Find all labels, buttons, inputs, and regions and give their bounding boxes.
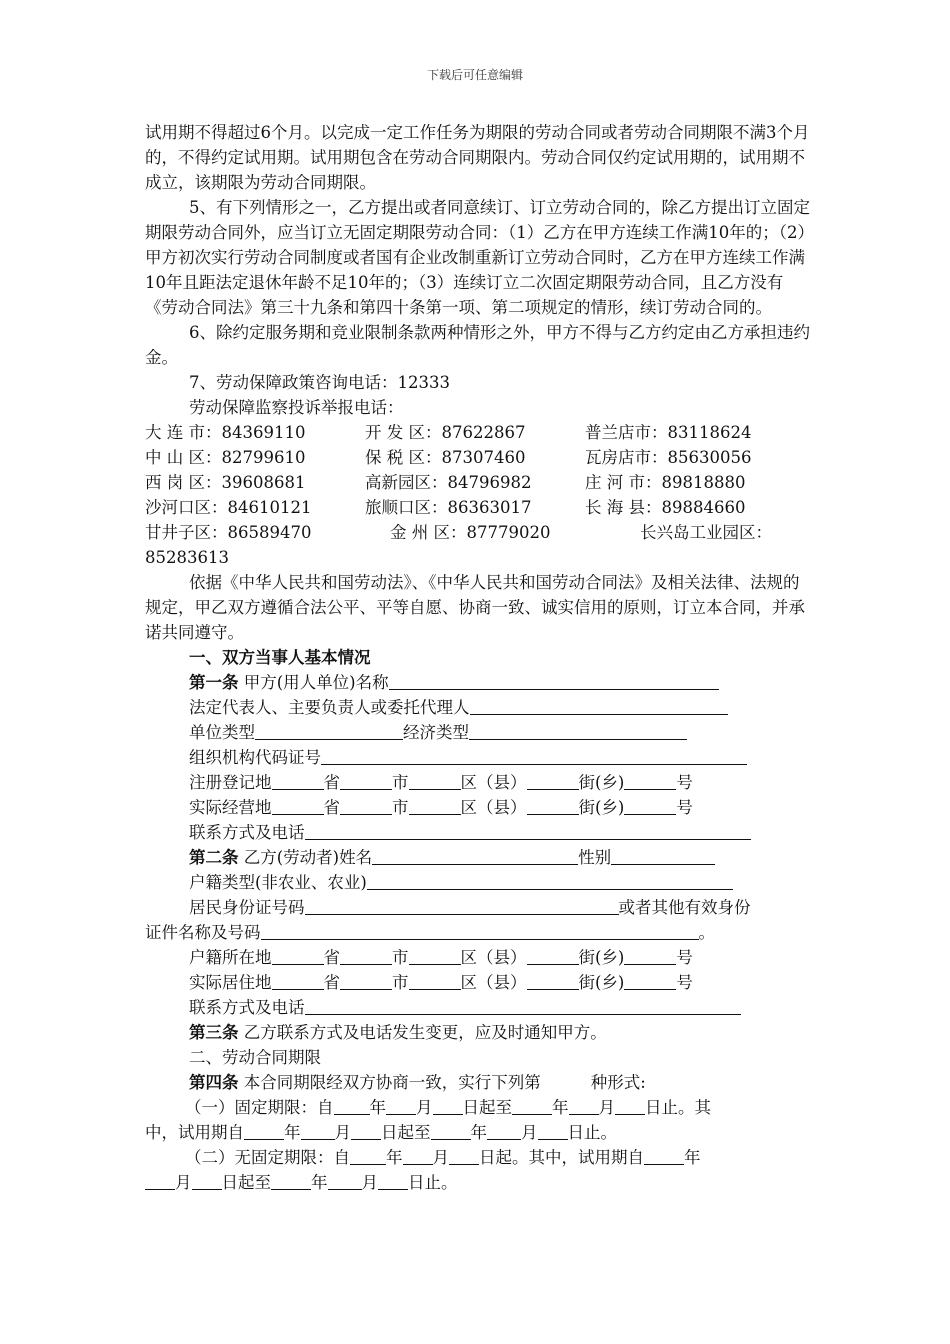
province-field[interactable]: [272, 947, 324, 965]
basis-paragraph: 依据《中华人民共和国劳动法》、《中华人民共和国劳动合同法》及相关法律、法规的规定，甲乙双方遵循合法公平、平等自愿、协商一致、诚实信用的原则，订立本合同，并承诺共同遵守。: [145, 573, 805, 642]
unit-label: 街(乡): [578, 948, 625, 967]
province-field[interactable]: [272, 972, 324, 990]
phone-entry: 长兴岛工业园区：: [640, 523, 772, 542]
unit-label: 号: [676, 973, 693, 992]
province-field[interactable]: [272, 772, 324, 790]
day-field[interactable]: [449, 1147, 479, 1165]
month-field[interactable]: [145, 1172, 175, 1190]
hukou-type-line: [145, 870, 810, 895]
unit-label: 日起至: [381, 1123, 431, 1142]
phone-row: [145, 495, 810, 520]
actual-place-line: [145, 795, 810, 820]
year-field[interactable]: [350, 1147, 386, 1165]
phone-entry: 长 海 县：89884660: [585, 498, 746, 517]
unit-label: 月: [416, 1098, 433, 1117]
year-field[interactable]: [244, 1122, 284, 1140]
field-label: 实际经营地: [189, 798, 272, 817]
unit-label: 月: [175, 1173, 192, 1192]
article-label: 第三条: [189, 1023, 239, 1042]
field-label: （二）无固定期限：自: [185, 1148, 350, 1167]
reg-place-line: [145, 770, 810, 795]
unit-label: 年: [684, 1148, 701, 1167]
hukou-place-line: [145, 945, 810, 970]
field-label: 中，试用期自: [145, 1123, 244, 1142]
month-field[interactable]: [328, 1172, 362, 1190]
year-field[interactable]: [512, 1097, 552, 1115]
employee-name-field[interactable]: [372, 847, 578, 865]
field-label: 居民身份证号码: [189, 898, 305, 917]
month-field[interactable]: [301, 1122, 335, 1140]
unit-label: 街(乡): [578, 973, 625, 992]
day-field[interactable]: [615, 1097, 645, 1115]
phone-entry: 金 州 区：87779020: [390, 523, 551, 542]
phone-entry: 甘井子区：86589470: [145, 523, 312, 542]
phone-entry-cont: 85283613: [145, 548, 229, 567]
year-field[interactable]: [644, 1147, 684, 1165]
field-label: （一）固定期限：自: [185, 1098, 334, 1117]
clause-7: 7、劳动保障政策咨询电话：12333: [189, 373, 450, 392]
unit-label: 日起至: [221, 1173, 271, 1192]
actual-residence-line: [145, 970, 810, 995]
street-field[interactable]: [527, 947, 579, 965]
field-label: 性别: [578, 848, 612, 867]
unit-label: 日起。其中，试用期自: [479, 1148, 644, 1167]
article-text: 种形式:: [590, 1073, 646, 1092]
unit-label: 号: [676, 948, 693, 967]
unit-label: 区（县）: [460, 948, 527, 967]
month-field[interactable]: [487, 1122, 521, 1140]
unit-type-field[interactable]: [255, 722, 403, 740]
other-id-field[interactable]: [261, 922, 699, 940]
city-field[interactable]: [340, 797, 392, 815]
day-field[interactable]: [538, 1122, 568, 1140]
trial-paragraph: 试用期不得超过6个月。以完成一定工作任务为期限的劳动合同或者劳动合同期限不满3个月的，不得约定试用期。试用期包含在劳动合同期限内。劳动合同仅约定试用期的，试用期不成立，该期限为劳动合同期限。: [145, 123, 810, 192]
unit-label: 日起至: [462, 1098, 512, 1117]
number-field[interactable]: [624, 947, 676, 965]
day-field[interactable]: [192, 1172, 222, 1190]
contact2-line: [145, 995, 810, 1020]
article-text: 本合同期限经双方协商一致，实行下列第: [243, 1073, 541, 1092]
unit-label: 省: [323, 798, 340, 817]
open-term-line: [145, 1145, 810, 1170]
org-code-field[interactable]: [321, 747, 747, 765]
month-field[interactable]: [403, 1147, 433, 1165]
district-field[interactable]: [409, 947, 461, 965]
contact2-field[interactable]: [305, 997, 741, 1015]
unit-label: 日止。: [408, 1173, 458, 1192]
unit-label: 区（县）: [460, 773, 527, 792]
unit-label: 年: [284, 1123, 301, 1142]
article-text: 乙方联系方式及电话发生变更，应及时通知甲方。: [243, 1023, 607, 1042]
month-field[interactable]: [569, 1097, 599, 1115]
field-label: 实际居住地: [189, 973, 272, 992]
contact-field[interactable]: [305, 822, 751, 840]
other-id-line: [145, 920, 810, 945]
phone-entry: 开 发 区：87622867: [365, 423, 526, 442]
unit-label: 市: [392, 773, 409, 792]
fixed-term-trial-line: [145, 1120, 810, 1145]
unit-label: 日止。其: [645, 1098, 711, 1117]
unit-label: 年: [369, 1098, 386, 1117]
unit-label: 年: [386, 1148, 403, 1167]
day-field[interactable]: [378, 1172, 408, 1190]
unit-label: 年: [470, 1123, 487, 1142]
phone-row: [145, 420, 810, 445]
punctuation: 。: [698, 923, 715, 942]
unit-label: 区（县）: [460, 798, 527, 817]
phone-entry: 西 岗 区：39608681: [145, 473, 306, 492]
open-term-trial-line: [145, 1170, 810, 1195]
unit-label: 月: [598, 1098, 615, 1117]
field-label: 联系方式及电话: [189, 998, 305, 1017]
unit-label: 号: [676, 798, 693, 817]
day-field[interactable]: [433, 1097, 463, 1115]
month-field[interactable]: [386, 1097, 416, 1115]
fixed-term-line: [145, 1095, 810, 1120]
hukou-type-field[interactable]: [367, 872, 733, 890]
unit-label: 市: [392, 973, 409, 992]
city-field[interactable]: [340, 972, 392, 990]
field-label: 经济类型: [403, 723, 469, 742]
field-label: 证件名称及号码: [145, 923, 261, 942]
article-label: 第四条: [189, 1073, 239, 1092]
id-number-field[interactable]: [305, 897, 619, 915]
unit-label: 年: [311, 1173, 328, 1192]
org-code-line: [145, 745, 810, 770]
complaint-title: 劳动保障监察投诉举报电话：: [189, 398, 404, 417]
phone-entry: 普兰店市：83118624: [585, 423, 752, 442]
phone-entry: 庄 河 市：89818880: [585, 473, 746, 492]
document-body: [145, 120, 810, 1195]
unit-label: 月: [432, 1148, 449, 1167]
number-field[interactable]: [624, 972, 676, 990]
district-field[interactable]: [409, 772, 461, 790]
page-header: 下载后可任意编辑: [426, 68, 523, 82]
unit-label: 省: [323, 773, 340, 792]
year-field[interactable]: [334, 1097, 370, 1115]
unit-label: 街(乡): [578, 773, 625, 792]
article-2: [145, 845, 810, 870]
street-field[interactable]: [527, 797, 579, 815]
year-field[interactable]: [271, 1172, 311, 1190]
unit-label: 月: [521, 1123, 538, 1142]
city-field[interactable]: [340, 947, 392, 965]
section-1-title: 一、双方当事人基本情况: [189, 648, 371, 667]
field-label: 组织机构代码证号: [189, 748, 321, 767]
year-field[interactable]: [431, 1122, 471, 1140]
field-label: 注册登记地: [189, 773, 272, 792]
econ-type-field[interactable]: [469, 722, 687, 740]
phone-row: [145, 520, 810, 545]
phone-entry: 大 连 市：84369110: [145, 423, 306, 442]
article-1: [145, 670, 810, 695]
section-2-title: 二、劳动合同期限: [189, 1048, 321, 1067]
id-line: [145, 895, 810, 920]
employer-name-field[interactable]: [389, 672, 719, 690]
unit-label: 街(乡): [578, 798, 625, 817]
legal-rep-field[interactable]: [470, 697, 728, 715]
city-field[interactable]: [340, 772, 392, 790]
unit-label: 省: [323, 948, 340, 967]
district-field[interactable]: [409, 972, 461, 990]
phone-entry: 高新园区：84796982: [365, 473, 532, 492]
article-label: 第二条: [189, 848, 239, 867]
field-label: 法定代表人、主要负责人或委托代理人: [189, 698, 470, 717]
phone-entry: 沙河口区：84610121: [145, 498, 312, 517]
unit-label: 月: [334, 1123, 351, 1142]
field-label: 甲方(用人单位)名称: [243, 673, 389, 692]
article-4: [145, 1070, 810, 1095]
contact-line: [145, 820, 810, 845]
street-field[interactable]: [527, 772, 579, 790]
unit-type-line: [145, 720, 810, 745]
number-field[interactable]: [624, 772, 676, 790]
field-label: 乙方(劳动者)姓名: [243, 848, 373, 867]
gender-field[interactable]: [611, 847, 715, 865]
article-3: [145, 1020, 810, 1045]
day-field[interactable]: [351, 1122, 381, 1140]
article-label: 第一条: [189, 673, 239, 692]
street-field[interactable]: [527, 972, 579, 990]
unit-label: 月: [361, 1173, 378, 1192]
province-field[interactable]: [272, 797, 324, 815]
unit-label: 省: [323, 973, 340, 992]
clause-6: 6、除约定服务期和竞业限制条款两种情形之外，甲方不得与乙方约定由乙方承担违约金。: [145, 323, 810, 367]
field-label: 户籍所在地: [189, 948, 272, 967]
field-label: 或者其他有效身份: [618, 898, 751, 917]
district-field[interactable]: [409, 797, 461, 815]
legal-rep-line: [145, 695, 810, 720]
phone-row: [145, 445, 810, 470]
unit-label: 日止。: [567, 1123, 617, 1142]
unit-label: 市: [392, 798, 409, 817]
unit-label: 市: [392, 948, 409, 967]
phone-entry: 保 税 区：87307460: [365, 448, 526, 467]
phone-entry: 中 山 区：82799610: [145, 448, 306, 467]
field-label: 联系方式及电话: [189, 823, 305, 842]
field-label: 户籍类型(非农业、农业): [189, 873, 367, 892]
phone-table: [145, 420, 810, 570]
clause-5: 5、有下列情形之一，乙方提出或者同意续订、订立劳动合同的，除乙方提出订立固定期限劳动合同外，应当订立无固定期限劳动合同：（1）乙方在甲方连续工作满10年的；（2）甲方初次实行劳动合同制度或者国有企业改制重新订立劳动合同时，乙方在甲方连续工作满10年且距法定退休年龄不足10年的；（3）连续订立二次固定期限劳动合同，且乙方没有《劳动合同法》第三十九条和第四十条第一项、第二项规定的情形，续订劳动合同的。: [145, 198, 810, 317]
field-label: 单位类型: [189, 723, 255, 742]
phone-entry: 瓦房店市：85630056: [585, 448, 752, 467]
number-field[interactable]: [624, 797, 676, 815]
unit-label: 年: [552, 1098, 569, 1117]
phone-entry: 旅顺口区：86363017: [365, 498, 532, 517]
unit-label: 区（县）: [460, 973, 527, 992]
phone-row: [145, 470, 810, 495]
unit-label: 号: [676, 773, 693, 792]
